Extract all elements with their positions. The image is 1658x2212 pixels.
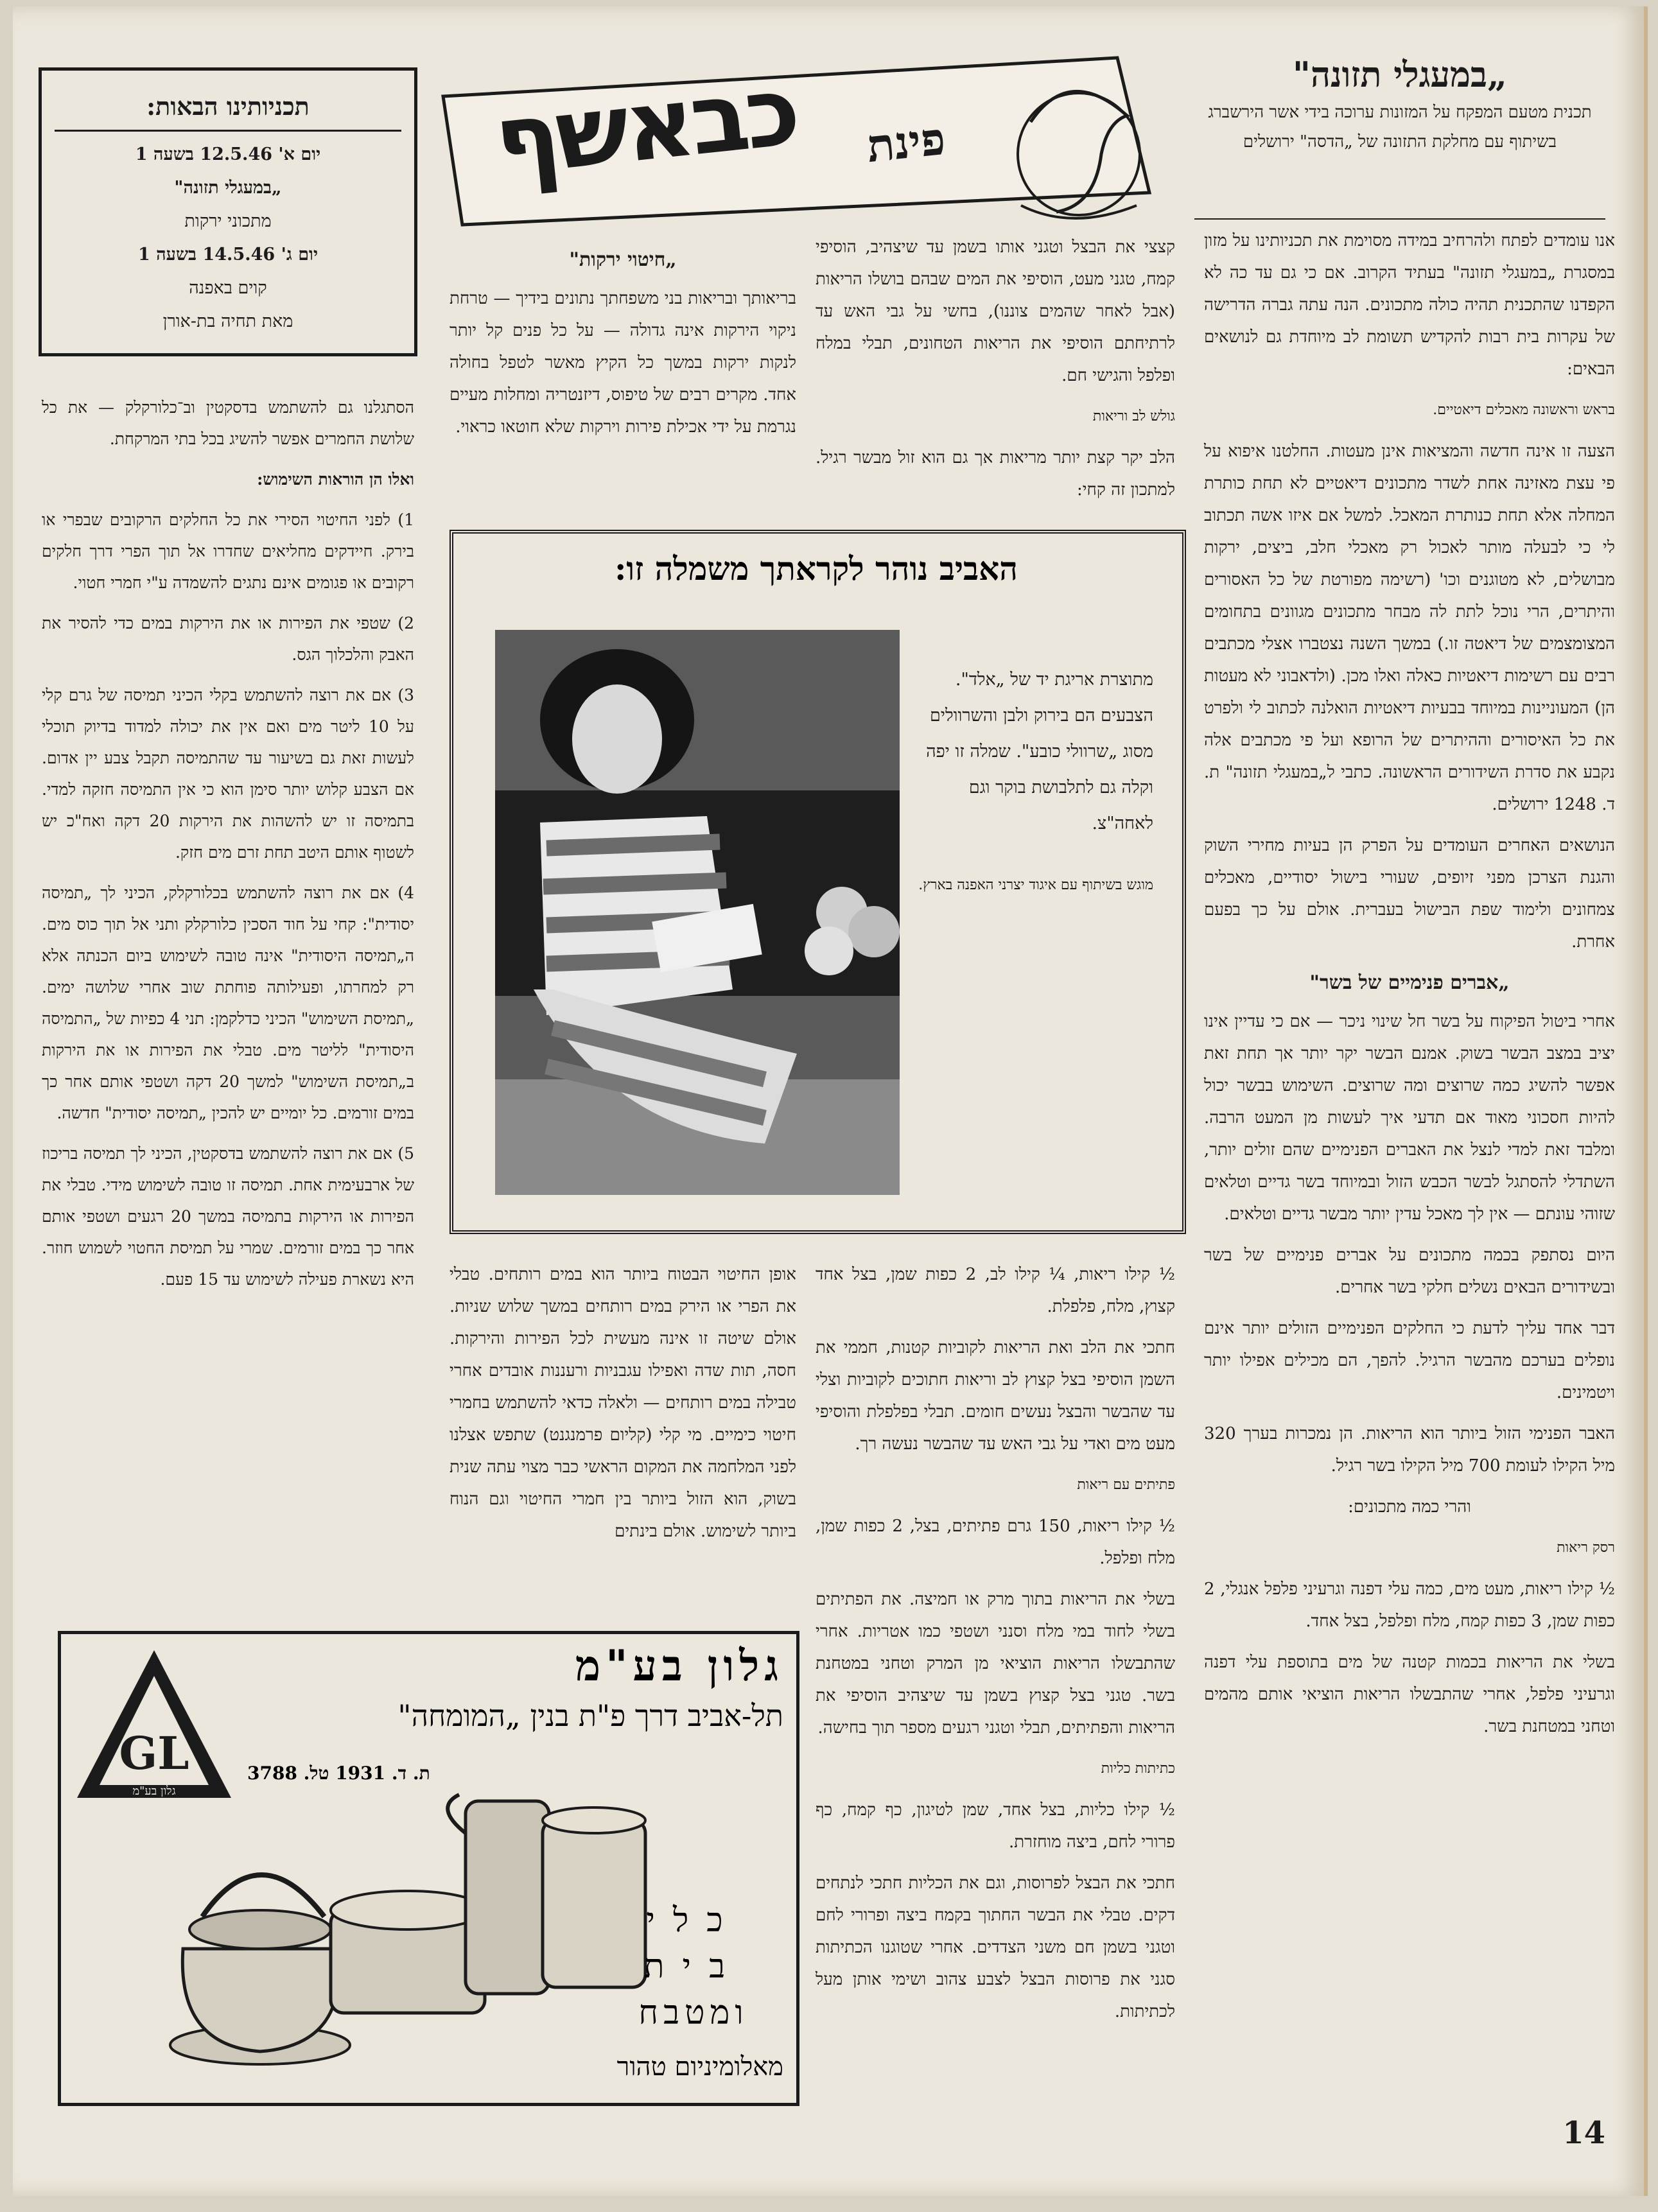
list-item: 1) לפני החיטוי הסירי את כל החלקים הרקובים שבפרי או בירק. חיידקים מחליאים שחדרו אל תוך הפרי דרך חלקים רקובים או פגומים אינם נתגים להשמדה ע"י חמרי חטוי. (42, 510, 415, 592)
ad-tag-1: כלי (646, 1901, 741, 1940)
paragraph: ½ קילו כליות, בצל אחד, שמן לטיגון, כף קמח, כף פרורי לחם, ביצה מוחזרת. (816, 1800, 1175, 1852)
paragraph: בריאותך ובריאות בני משפחתך נתונים בידיך — טרחת ניקוי הירקות אינה גדולה — על כל פנים קל יותר לנקות ירקות במשך כל הקיץ מאשר לטפל בחולה אחד. מקרים רבים של טיפוס, דיזנטריה ומחלות מעיים נגרמת על ידי אכילת פירות וירקות שלא חוטאו כראוי. (449, 289, 796, 437)
instructions-heading: ואלו הן הוראות השימוש: (257, 470, 414, 489)
paragraph: היום נסתפק בכמה מתכונים על אברים פנימיים של בשר ובשידורים הבאים נשלים חלקי בשר אחרים. (1204, 1246, 1615, 1297)
paragraph: אחרי ביטול הפיקוח על בשר חל שינוי ניכר — אם כי עדיין אינו יציב במצב הבשר בשוק. אמנם הבשר יקר יותר אך תחת זאת אפשר להשיג כמה שרוצים ומה שרוצים. השימוש בבשר יכול להיות חסכוני מאוד אם תדעי איך לעשות מן המעט הרבה. ומלבד זאת למדי לנצל את האברים הפנימיים שהם זולים יותר, השתדלי להסתגל לבשר הכבש הזול ובמיוחד בשר גדיים וטלאים שזוהי עונתם — אין לך מאכל עדין יותר מבשר גדיים וטלאים. (1204, 1012, 1615, 1224)
paragraph: הצעה זו אינה חדשה והמציאות אינן מעטות. החלטנו איפוא על פי עצת מאזינה אחת לשדר מתכונים דיאטיים לא תחת כותרת המחלה אלא תחת כנותרת המאכל. למשל אם איזו אשה תכתוב לי כי לבעלה מותר לאכול רק מאכלי חלב, ביצים, ירקות מבושלים, לא מטוגנים וכו' (רשימה מפורטת של כל האסורים והיתרים, הרי נוכל לתת לה מבחר מתכונים מגוונים בתחומים המצומצמים של דיאטה זו.) במשך השנה נצטברו אצלי מכתבים רבים עם רשימות דיאטיות כאלה ואלו מכן. (ולדאבוני לא מעטות הן) המעוניינות במיוחד בבעיות דיאטיות הואלנה לכתוב לי ולפרט את כל האיסורים וההיתרים של הרופא ועל פי מכתבים אלה נקבע את סדרת השידורים הראשונה. כתבי ל„במעגלי תזונה" ת. ד. 1248 ירושלים. (1204, 442, 1615, 814)
list-item: 2) שטפי את הפירות או את הירקות במים כדי להסיר את האבק והלכלוך הגס. (42, 614, 414, 664)
paragraph: הסתגלנו גם להשתמש בדסקטין וב־כלורקלק — את כל שלושת החמרים אפשר להשיג בכל בתי המרקחת. (42, 398, 414, 448)
article-right-column (1204, 225, 1615, 1752)
fashion-desc: מתוצרת אריגת יד של „אלד". הצבעים הם בירוק ולבן והשרוולים מסוג „שרוולי כובע". שמלה זו יפה וקלה גם לתלבושת בוקר וגם לאחה"צ. (926, 670, 1153, 833)
paragraph: בשלי את הריאות בתוך מרק או חמיצה. את הפתיתים בשלי לחוד במי מלח וסנני ושטפי כמו אטריות. אחרי שהתבשלו הריאות הוציאי מן המרק וטחני במטחנת בשר. טגני בצל קצוץ בשמן עד שיצהיב הוסיפי את הריאות והפתיתים, תבלי וטגני רגעים מספר תוך בחישה. (816, 1590, 1175, 1737)
schedule-line: יום ג' 14.5.46 בשעה 1 (137, 245, 319, 265)
series-rule (1194, 218, 1605, 220)
ad-contact: ת. ד. 1931 טל. 3788 (247, 1763, 430, 1784)
paragraph: והרי כמה מתכונים: (1348, 1497, 1471, 1517)
paragraph: האבר הפנימי הזול ביותר הוא הריאות. הן נמכרות בערך 320 מיל הקילו לעומת 700 מיל הקילו בשר רגיל. (1204, 1424, 1615, 1476)
fashion-title: האביב נוהר לקראתך משמלה זו: (614, 550, 1018, 588)
masthead-logo-main: כבאשף (489, 55, 802, 198)
ad-cookware-illustration (164, 1782, 652, 2077)
series-subtitle: תכנית מטעם המפקח על המזונות ערוכה בידי אשר הירשברג בשיתוף עם מחלקת התזונה של „הדסה" ירושלים (1208, 103, 1592, 152)
schedule-line: יום א' 12.5.46 בשעה 1 (135, 144, 321, 164)
article-left-bottom-column (449, 1258, 796, 1556)
list-item: 5) אם את רוצה להשתמש בדסקטין, הכיני לך תמיסה בריכוז של ארבעימית אחת. תמיסה זו טובה לשימוש מידי. טבלי את הפירות או הירקות בתמיסה במשך 20 רגעים ושטפי אותם אחר כך במים זורמים. שמרי על תמיסת החטוי לשמוש חוזר. היא נשארת פעילה לשימוש עד 15 פעם. (42, 1144, 414, 1289)
fashion-description (916, 662, 1153, 912)
ad-address: תל-אביב דרך פ"ת בנין „המומחה" (397, 1698, 783, 1733)
recipe-heading: גולש לב וריאות (1092, 408, 1175, 424)
article-far-left-column (42, 392, 414, 1304)
page (13, 6, 1648, 2196)
fashion-credit: מוגש בשיתוף עם איגוד יצרני האפנה בארץ. (918, 877, 1153, 893)
paragraph: חתכי את הבצל לפרוסות, וגם את הכליות חתכי לנתחים דקים. טבלי את הבשר החתוך בקמח ביצה ופרורי לחם וטגני בשמן חם משני הצדדים. אחרי שטוגנו הכתיתות סגני את פרוסות הבצל לצבע צהוב ושימי אותן מעל לכתיתות. (816, 1874, 1175, 2021)
ad-logo-caption: גלון בע"מ (132, 1784, 176, 1798)
ad-tag-3: ומטבח (638, 1994, 749, 2032)
schedule-line: מאת תחיה בת-אורן (162, 311, 293, 331)
section-heading-disinfect: „חיטוי ירקות" (569, 248, 677, 271)
paragraph: הלב יקר קצת יותר מריאות אך גם הוא זול מבשר רגיל. למתכון זה קחי: (816, 448, 1175, 500)
list-item: 4) אם את רוצה להשתמש בכלורקלק, הכיני לך „תמיסה יסודית": קחי על חוד הסכין כלורקלק ותני אל תוך כוס מים. ה„תמיסה היסודית" אינה טובה לשימוש ביום הכנתה אלא רק למחרתו, ופעילותה פוחתת שוב אחרי שלושה ימים. „תמיסת השימוש" הכיני כדלקמן: תני 4 כפיות של „התמיסה היסודית" לליטר מים. טבלי את הפירות או את הירקות ב„תמיסת השימוש" למשך 20 דקה ושטפי אותם אחר כך במים זורמים. כל יומיים יש להכין „תמיסה יסודית" חדשה. (42, 884, 414, 1122)
paragraph: אופן החיטוי הבטוח ביותר הוא במים רותחים. טבלי את הפרי או הירק במים רותחים במשך שלוש שניות. אולם שיטה זו אינה מעשית לכל הפירות והירקות. חסה, תות שדה ואפילו עגבניות ורעננות אובדים אחרי טבילה במים רותחים — ולאלה כדאי להשתמש בחמרי חיטוי כימיים. מי קלי (קליום פרמנגנט) שתפש אצלנו לפני המלחמה את המקום הראשי כבר מצוי עתה שנית בשוק, הוא הזול ביותר בין חמרי החיטוי וגם הנוח ביותר לשימוש. אולם בינתים (449, 1265, 796, 1541)
recipe-heading: פתיתים עם ריאות (1077, 1477, 1175, 1493)
paragraph: קצצי את הבצל וטגני אותו בשמן עד שיצהיב, הוסיפי קמח, טגני מעט, הוסיפי את המים שבהם בושלו הריאות (אבל לאחר שהמים צוננו), בחשי על גבי האש עד לרתיחתם הוסיפי את הריאות הטחונים, תבלי במלח ופלפל והגישי חם. (816, 238, 1175, 385)
masthead-logo-top: פינת (864, 111, 948, 173)
paragraph: דבר אחד עליך לדעת כי החלקים הפנימיים הזולים יותר אינם נופלים בערכם מהבשר הרגיל. להפך, הם מכילים אפילו יותר ויטמינים. (1204, 1319, 1615, 1402)
paragraph: חתכי את הלב ואת הריאות לקוביות קטנות, חממי את השמן הוסיפי בצל קצוץ לב וריאות חתוכים לקוביות וצלי עד שהבשר והבצל נעשים חומים. תבלי בפלפלת והוסיפי מעט מים ואדי על גבי האש עד שהבשר נעשה רך. (816, 1338, 1175, 1454)
paragraph: הנושאים האחרים העומדים על הפרק הן בעיות מחירי השוק והגנת הצרכן מפני זיופים, שעורי בישול יסודיים, מאכלים צמחונים ולימוד שפת הבישול בעברית. אולם על כך בפעם אחרת. (1204, 836, 1615, 952)
fashion-photo (495, 630, 900, 1195)
masthead (424, 45, 1175, 238)
schedule-title: תכניותינו הבאות: (55, 90, 401, 132)
ad-material: מאלומיניום טהור (616, 2052, 783, 2082)
ad-logo-triangle (74, 1647, 234, 1801)
article-mid-top-column (816, 231, 1175, 515)
schedule-line: קוים באפנה (189, 278, 267, 298)
schedule-box (39, 67, 417, 356)
paragraph: בשלי את הריאות בכמות קטנה של מים בתוספת עלי דפנה וגרעיני פלפל, אחרי שהתבשלו הריאות הוציאי אותם מהמים וטחני במטחנת בשר. (1204, 1653, 1615, 1736)
schedule-line: „במעגלי תזונה" (174, 178, 282, 198)
intro-paragraph: אנו עומדים לפתח ולהרחיב במידה מסוימת את תכניותינו על מזון במסגרת „במעגלי תזונה" בעתיד הקרוב. אם כי גם עד כה לא הקפדנו שהתכנית תהיה כולה מתכונים. הנה עתה גברה הדרישה של עקרות בית רבות להקדיש תשומת לב מיוחדת גם לנושאים הבאים: (1204, 231, 1615, 379)
cookware-art (164, 1782, 652, 2077)
recipe-heading: רסק ריאות (1557, 1540, 1615, 1556)
article-left-top-column (449, 238, 796, 452)
ad-tagline (610, 1897, 777, 2036)
list-item: 3) אם את רוצה להשתמש בקלי הכיני תמיסה של גרם קלי על 10 ליטר מים ואם אין את יכולה למדוד בדיוק תוכלי לעשות זאת גם בשיעור עד שהתמיסה תקבל צבע יין אדום. אם הצבע קלוש יותר סימן הוא כי אין התמיסה חזקה למדי. בתמיסה זו יש להשהות את הירקות 20 דקה ואח"כ יש לשטוף אותם היטב תחת זרם מים חזק. (42, 686, 414, 862)
ad-logo-text: GL (119, 1727, 189, 1780)
ad-logo (74, 1647, 234, 1801)
schedule-line: מתכוני ירקות (184, 211, 272, 231)
recipe-heading: כתיתות כליות (1101, 1761, 1175, 1777)
fashion-photo-art (495, 630, 900, 1195)
fashion-box (449, 530, 1186, 1234)
article-mid-bottom-column (816, 1258, 1175, 2037)
section-heading-organs: „אברים פנימיים של בשר" (1309, 971, 1510, 994)
advertisement (58, 1631, 799, 2106)
ad-company-name: גלון בע"מ (575, 1641, 783, 1691)
ad-tag-2: בית (643, 1947, 744, 1986)
paragraph: ½ קילו ריאות, מעט מים, כמה עלי דפנה וגרעיני פלפל אנגלי, 2 כפות שמן, 3 כפות קמח, מלח ופלפל, בצל אחד. (1204, 1580, 1615, 1631)
series-title: „במעגלי תזונה" (1292, 54, 1508, 95)
paragraph: ½ קילו ריאות, 150 גרם פתיתים, בצל, 2 כפות שמן, מלח ופלפל. (816, 1517, 1175, 1568)
series-box (1188, 51, 1612, 159)
page-number: 14 (1562, 2115, 1605, 2151)
paragraph: ½ קילו ריאות, ¼ קילו לב, 2 כפות שמן, בצל אחד קצוץ, מלח, פלפלת. (816, 1265, 1175, 1316)
paragraph: בראש וראשונה מאכלים דיאטיים. (1433, 402, 1615, 418)
